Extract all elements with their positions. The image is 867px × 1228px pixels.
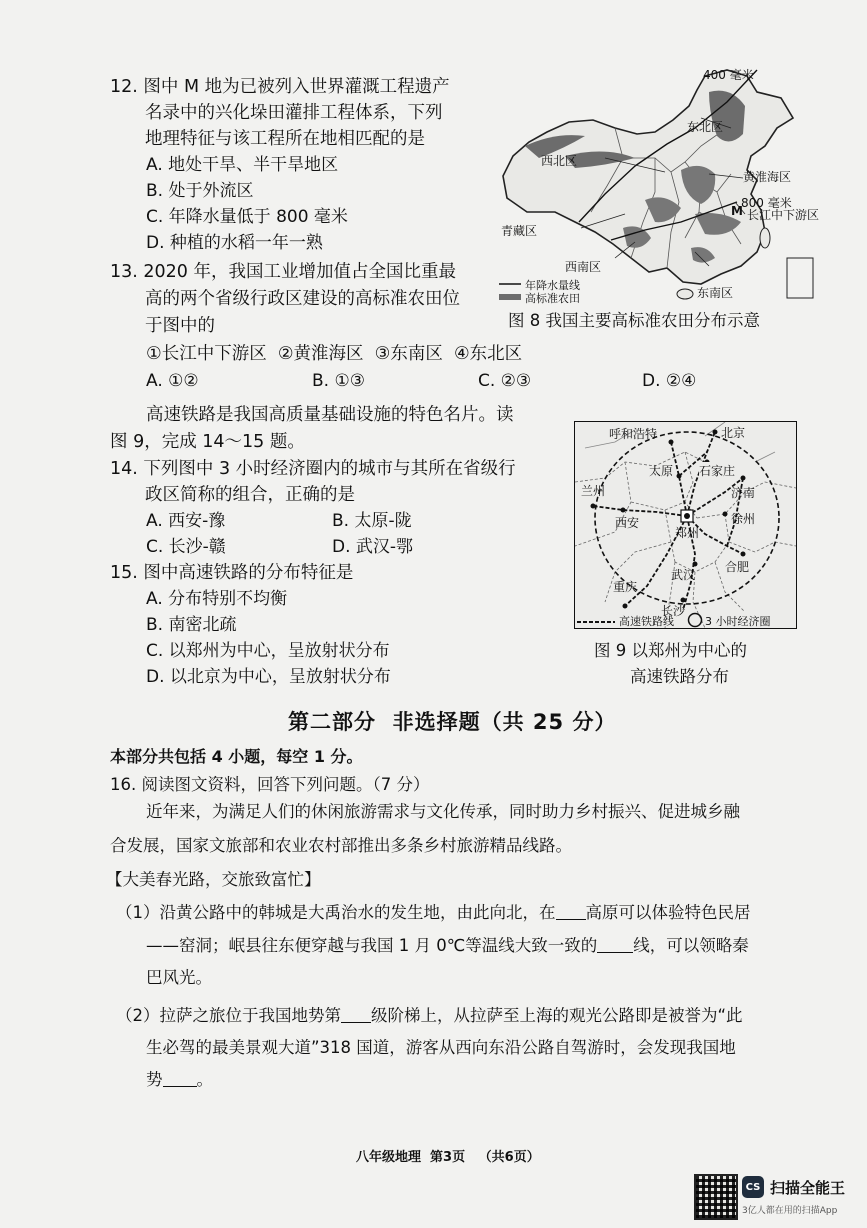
q13-option-b: B. ①③ (312, 371, 365, 391)
part2-note: 本部分共包括 4 小题，每空 1 分。 (110, 747, 363, 766)
city-zhengzhou: 郑州 (675, 526, 700, 540)
city-changsha: 长沙 (661, 604, 686, 618)
blank-plateau[interactable] (556, 901, 586, 920)
q12-option-b: B. 处于外流区 (146, 181, 254, 201)
q16-title: 16. 阅读图文资料，回答下列问题。（7 分） (110, 775, 430, 794)
label-southeast: 东南区 (697, 286, 734, 300)
q16-2-text-b: 级阶梯上，从拉萨至上海的观光公路即是被誉为“此 (371, 1006, 743, 1025)
label-northeast: 东北区 (687, 120, 724, 134)
figure-9-caption-1: 图 9 以郑州为中心的 (594, 641, 747, 660)
label-qingzang: 青藏区 (501, 224, 538, 238)
q16-intro-1: 近年来，为满足人们的休闲旅游需求与文化传承，同时助力乡村振兴、促进城乡融 (146, 802, 740, 821)
q12-option-a: A. 地处干旱、半干旱地区 (146, 155, 339, 175)
q16-2-text-d: 势 (146, 1070, 163, 1089)
figure-9-legend (577, 612, 795, 630)
figure-9-map (574, 421, 797, 629)
intro-14-15-line-2: 图 9，完成 14～15 题。 (110, 432, 305, 452)
q15-option-c: C. 以郑州为中心，呈放射状分布 (146, 641, 390, 661)
q13-stem-2: 高的两个省级行政区建设的高标准农田位 (145, 289, 460, 309)
q16-intro-2: 合发展，国家文旅部和农业农村部推出多条乡村旅游精品线路。 (110, 836, 572, 855)
blank-terrain-step[interactable] (341, 1004, 371, 1023)
city-wuhan: 武汉 (671, 568, 696, 582)
city-chongqing: 重庆 (613, 580, 638, 594)
q16-1-text-b: 高原可以体验特色民居 (585, 903, 751, 922)
city-xuzhou: 徐州 (731, 512, 756, 526)
q16-2-line-2: 生必驾的最美景观大道”318 国道，游客从西向东沿公路自驾游时，会发现我国地 (146, 1038, 736, 1057)
q16-heading: 【大美春光路，交旅致富忙】 (106, 870, 321, 889)
intro-14-15-line-1: 高速铁路是我国高质量基础设施的特色名片。读 (146, 405, 514, 425)
legend-farmland: 高标准农田 (525, 292, 580, 305)
q16-1-text-c: ——窑洞；岷县往东便穿越与我国 1 月 0℃等温线大致一致的 (146, 936, 598, 955)
q13-stem-3: 于图中的 (145, 316, 215, 336)
scanner-tagline: 3亿人都在用的扫描App (742, 1206, 838, 1216)
q12-stem-1: 12. 图中 M 地为已被列入世界灌溉工程遗产 (110, 77, 450, 97)
q15-option-b: B. 南密北疏 (146, 615, 237, 635)
scanner-brand (742, 1176, 845, 1198)
city-hohhot: 呼和浩特 (609, 427, 658, 441)
q14-option-a: A. 西安-豫 (146, 511, 226, 531)
legend-economic-circle: 3 小时经济圈 (705, 615, 771, 628)
label-northwest: 西北区 (541, 154, 578, 168)
scanner-name: 扫描全能王 (770, 1178, 846, 1197)
q15-stem: 15. 图中高速铁路的分布特征是 (110, 563, 354, 583)
label-huanghuaihai: 黄淮海区 (743, 170, 792, 184)
q16-1-line-1 (116, 897, 751, 929)
figure-8-map (495, 62, 820, 306)
label-m: M (731, 204, 743, 218)
city-taiyuan: 太原 (649, 464, 674, 478)
q16-2-text-e: 。 (196, 1070, 213, 1089)
city-beijing: 北京 (721, 426, 746, 440)
q13-option-c: C. ②③ (478, 371, 532, 391)
q14-option-b: B. 太原-陇 (332, 511, 412, 531)
q15-option-a: A. 分布特别不均衡 (146, 589, 288, 609)
circle-legend-icon (687, 612, 703, 628)
q15-option-d: D. 以北京为中心，呈放射状分布 (146, 667, 391, 687)
city-lanzhou: 兰州 (581, 484, 606, 498)
q13-option-a: A. ①② (146, 371, 199, 391)
part2-title: 第二部分 非选择题（共 25 分） (288, 710, 617, 734)
legend-rainfall-line: 年降水量线 (525, 279, 580, 292)
figure-9-caption-2: 高速铁路分布 (630, 667, 729, 686)
city-jinan: 济南 (731, 486, 756, 500)
q16-1-text-a: （1）沿黄公路中的韩城是大禹治水的发生地，由此向北，在 (116, 903, 556, 922)
q13-option-d: D. ②④ (642, 371, 697, 391)
q16-2-text-a: （2）拉萨之旅位于我国地势第 (116, 1006, 341, 1025)
q12-option-c: C. 年降水量低于 800 毫米 (146, 207, 348, 227)
city-hefei: 合肥 (725, 560, 750, 574)
q14-option-d: D. 武汉-鄂 (332, 537, 414, 557)
q14-stem-2: 政区简称的组合，正确的是 (145, 485, 355, 505)
q12-stem-2: 名录中的兴化垛田灌排工程体系，下列 (145, 103, 443, 123)
q13-items: ①长江中下游区 ②黄淮海区 ③东南区 ④东北区 (146, 344, 523, 364)
railway-legend-line (577, 616, 617, 628)
city-xian: 西安 (615, 516, 640, 530)
q14-stem-1: 14. 下列图中 3 小时经济圈内的城市与其所在省级行 (110, 459, 516, 479)
q16-1-line-2 (146, 930, 749, 962)
q16-2-line-1 (116, 1000, 743, 1032)
figure-8-caption: 图 8 我国主要高标准农田分布示意 (508, 311, 760, 330)
q13-stem-1: 13. 2020 年，我国工业增加值占全国比重最 (110, 262, 456, 282)
q16-2-line-3 (146, 1064, 213, 1096)
q14-option-c: C. 长沙-赣 (146, 537, 226, 557)
label-southwest: 西南区 (565, 260, 602, 274)
q16-1-text-d: 线，可以领略秦 (633, 936, 749, 955)
blank-dividing-line[interactable] (597, 934, 633, 953)
qr-code-icon (694, 1174, 738, 1220)
city-shijiazhuang: 石家庄 (699, 464, 736, 478)
q12-option-d: D. 种植的水稻一年一熟 (146, 233, 323, 253)
q12-stem-3: 地理特征与该工程所在地相匹配的是 (145, 129, 425, 149)
legend-railway: 高速铁路线 (619, 615, 674, 628)
label-800mm: 800 毫米 (741, 196, 792, 210)
blank-terrain-trend[interactable] (163, 1068, 197, 1087)
label-yangtze: 长江中下游区 (747, 208, 820, 222)
page-footer: 八年级地理 第3页 （共6页） (356, 1150, 540, 1165)
label-400mm: 400 毫米 (703, 68, 754, 82)
camscanner-logo-icon: CS (742, 1176, 764, 1198)
q16-1-line-3: 巴风光。 (146, 968, 212, 987)
